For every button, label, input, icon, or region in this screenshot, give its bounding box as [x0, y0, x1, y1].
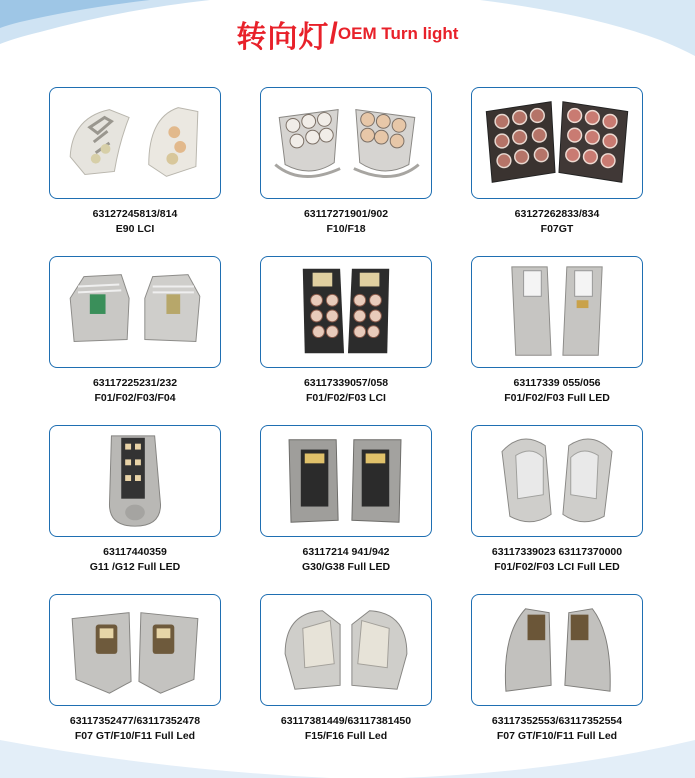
model-name: F01/F02/F03 LCI — [306, 392, 386, 404]
title-slash: / — [329, 17, 338, 50]
model-name: F10/F18 — [326, 223, 366, 235]
model-name: E90 LCI — [115, 223, 155, 235]
caption-9 — [452, 545, 662, 575]
product-image-12 — [471, 594, 643, 706]
part-number: 63117214 941/942 — [302, 546, 390, 558]
product-image-1 — [49, 87, 221, 199]
caption-5 — [241, 376, 451, 406]
part-number: 63117271901/902 — [303, 208, 389, 220]
caption-3 — [452, 207, 662, 237]
model-name: F01/F02/F03 LCI Full LED — [494, 561, 620, 573]
part-number: 63117339057/058 — [303, 377, 389, 389]
product-image-2 — [260, 87, 432, 199]
model-name: G11 /G12 Full LED — [89, 561, 181, 573]
model-name: F01/F02/F03/F04 — [94, 392, 176, 404]
part-number: 63117339 055/056 — [513, 377, 601, 389]
model-name: F01/F02/F03 Full LED — [504, 392, 610, 404]
product-image-5 — [260, 256, 432, 368]
model-name: F07GT — [540, 223, 574, 235]
part-number: 63127262833/834 — [514, 208, 600, 220]
caption-1 — [30, 207, 240, 237]
product-image-10 — [49, 594, 221, 706]
product-image-4 — [49, 256, 221, 368]
caption-6 — [452, 376, 662, 406]
caption-8 — [241, 545, 451, 575]
product-image-6 — [471, 256, 643, 368]
page-title — [0, 12, 695, 56]
caption-12 — [452, 714, 662, 744]
product-image-7 — [49, 425, 221, 537]
product-image-11 — [260, 594, 432, 706]
caption-11 — [241, 714, 451, 744]
model-name: F07 GT/F10/F11 Full Led — [496, 730, 618, 742]
model-name: F15/F16 Full Led — [304, 730, 388, 742]
part-number: 63117352477/63117352478 — [69, 715, 201, 727]
caption-10 — [30, 714, 240, 744]
part-number: 63117381449/63117381450 — [280, 715, 412, 727]
model-name: F07 GT/F10/F11 Full Led — [74, 730, 196, 742]
part-number: 63117352553/63117352554 — [491, 715, 623, 727]
title-chinese: 转向灯 — [236, 21, 330, 54]
part-number: 63127245813/814 — [92, 208, 178, 220]
part-number: 63117339023 63117370000 — [491, 546, 623, 558]
caption-2 — [241, 207, 451, 237]
model-name: G30/G38 Full LED — [301, 561, 391, 573]
part-number: 63117225231/232 — [92, 377, 178, 389]
caption-4 — [30, 376, 240, 406]
title-english: OEM Turn light — [337, 24, 459, 43]
caption-7 — [30, 545, 240, 575]
product-image-3 — [471, 87, 643, 199]
product-image-9 — [471, 425, 643, 537]
part-number: 63117440359 — [103, 546, 167, 558]
product-image-8 — [260, 425, 432, 537]
